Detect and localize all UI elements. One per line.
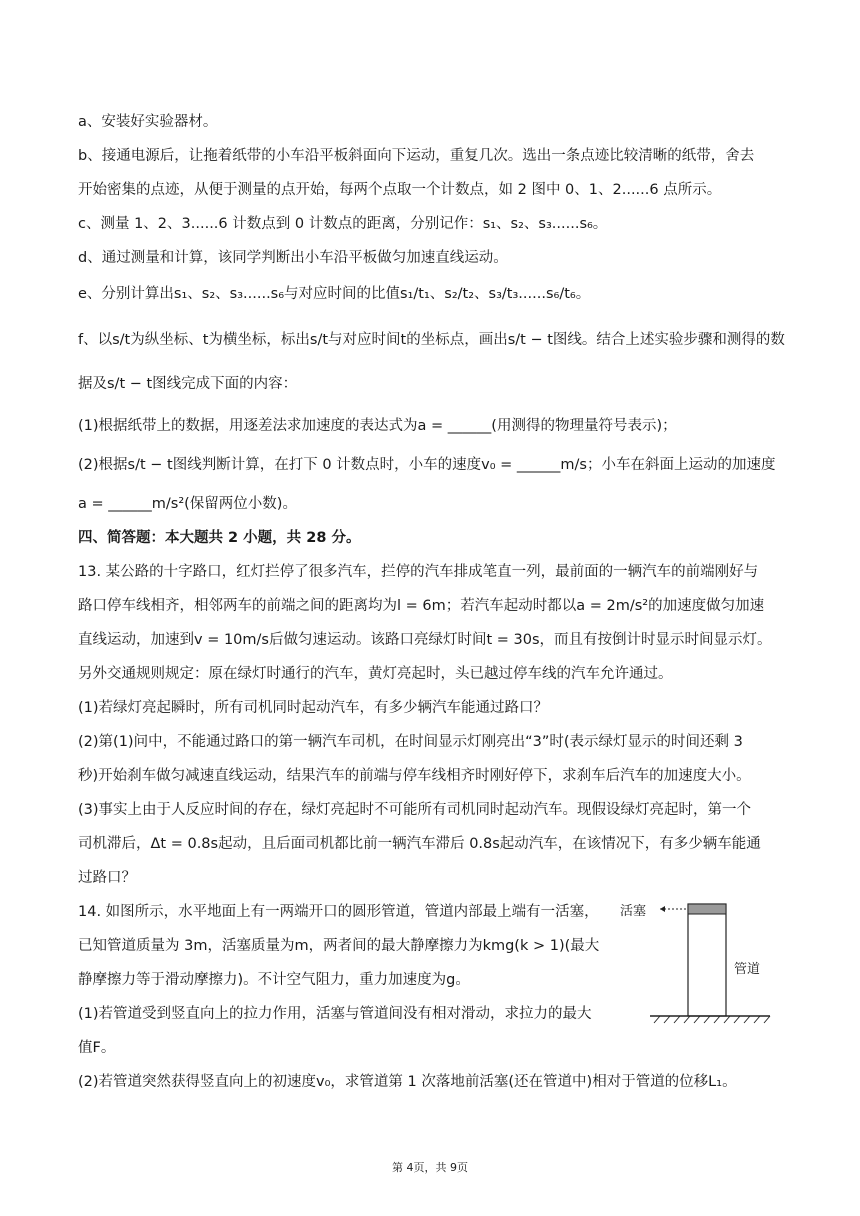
- piston-block: [688, 904, 726, 914]
- q13-line4: 另外交通规则规定：原在绿灯时通行的汽车，黄灯亮起时，头已越过停车线的汽车允许通过。: [78, 666, 673, 682]
- step-d: d、通过测量和计算，该同学判断出小车沿平板做匀加速直线运动。: [78, 250, 508, 266]
- step-c: c、测量 1、2、3......6 计数点到 0 计数点的距离，分别记作：s₁、s₂、s₃......s₆。: [78, 216, 608, 232]
- q14-line3: 静摩擦力等于滑动摩擦力)。不计空气阻力，重力加速度为g。: [78, 972, 470, 988]
- q14-part1-line2: 值F。: [78, 1040, 116, 1056]
- q12-part2-line2: a = ______m/s²(保留两位小数)。: [78, 496, 297, 512]
- q14-part2: (2)若管道突然获得竖直向上的初速度v₀，求管道第 1 次落地前活塞(还在管道中)相对于管道的位移L₁。: [78, 1074, 737, 1090]
- piston-arrow-head: [660, 906, 665, 912]
- step-b-line1: b、接通电源后，让拖着纸带的小车沿平板斜面向下运动，重复几次。选出一条点迹比较清晰的纸带，舍去: [78, 148, 755, 164]
- q14-line1: 14. 如图所示，水平地面上有一两端开口的圆形管道，管道内部最上端有一活塞，: [78, 904, 599, 920]
- pipe-body: [688, 904, 726, 1016]
- q14-part1-line1: (1)若管道受到竖直向上的拉力作用，活塞与管道间没有相对滑动，求拉力的最大: [78, 1006, 592, 1022]
- q13-line2: 路口停车线相齐，相邻两车的前端之间的距离均为l = 6m；若汽车起动时都以a = 2m/s²的加速度做匀加速: [78, 598, 765, 614]
- q13-part3-line2: 司机滞后，Δt = 0.8s起动，且后面司机都比前一辆汽车滞后 0.8s起动汽车，在该情况下，有多少辆车能通: [78, 836, 761, 852]
- step-f-line1: f、以s/t为纵坐标、t为横坐标，标出s/t与对应时间t的坐标点，画出s/t − t图线。结合上述实验步骤和测得的数: [78, 332, 785, 348]
- q13-part2-line1: (2)第(1)问中，不能通过路口的第一辆汽车司机，在时间显示灯刚亮出“3”时(表示绿灯显示的时间还剩 3: [78, 734, 743, 750]
- q13-part1: (1)若绿灯亮起瞬时，所有司机同时起动汽车，有多少辆汽车能通过路口？: [78, 700, 549, 716]
- q13-line1: 13. 某公路的十字路口，红灯拦停了很多汽车，拦停的汽车排成笔直一列，最前面的一辆汽车的前端刚好与: [78, 564, 759, 580]
- piston-label: 活塞: [620, 904, 647, 919]
- page-footer: 第 4页，共 9页: [392, 1161, 468, 1174]
- pipe-figure: [620, 896, 780, 1026]
- q12-part1: (1)根据纸带上的数据，用逐差法求加速度的表达式为a = ______(用测得的物理量符号表示)；: [78, 418, 677, 434]
- q14-line2: 已知管道质量为 3m，活塞质量为m，两者间的最大静摩擦力为kmg(k > 1)(最大: [78, 938, 600, 954]
- q13-part2-line2: 秒)开始刹车做匀减速直线运动，结果汽车的前端与停车线相齐时刚好停下，求刹车后汽车的加速度大小。: [78, 768, 751, 784]
- q13-line3: 直线运动，加速到v = 10m/s后做匀速运动。该路口亮绿灯时间t = 30s，而且有按倒计时显示时间显示灯。: [78, 632, 772, 648]
- q13-part3-line3: 过路口？: [78, 870, 136, 886]
- q12-part2-line1: (2)根据s/t − t图线判断计算，在打下 0 计数点时，小车的速度v₀ = ______m/s；小车在斜面上运动的加速度: [78, 457, 776, 473]
- step-e: e、分别计算出s₁、s₂、s₃......s₆与对应时间的比值s₁/t₁、s₂/t₂、s₃/t₃......s₆/t₆。: [78, 286, 591, 302]
- q13-part3-line1: (3)事实上由于人反应时间的存在，绿灯亮起时不可能所有司机同时起动汽车。现假设绿灯亮起时，第一个: [78, 802, 752, 818]
- step-b-line2: 开始密集的点迹，从便于测量的点开始，每两个点取一个计数点，如 2 图中 0、1、2......6 点所示。: [78, 182, 722, 198]
- pipe-label: 管道: [734, 962, 761, 977]
- step-f-line2: 据及s/t − t图线完成下面的内容：: [78, 376, 298, 392]
- section-heading: 四、简答题：本大题共 2 小题，共 28 分。: [78, 530, 361, 546]
- step-a: a、安装好实验器材。: [78, 114, 218, 130]
- ground-hatch: [654, 1016, 770, 1023]
